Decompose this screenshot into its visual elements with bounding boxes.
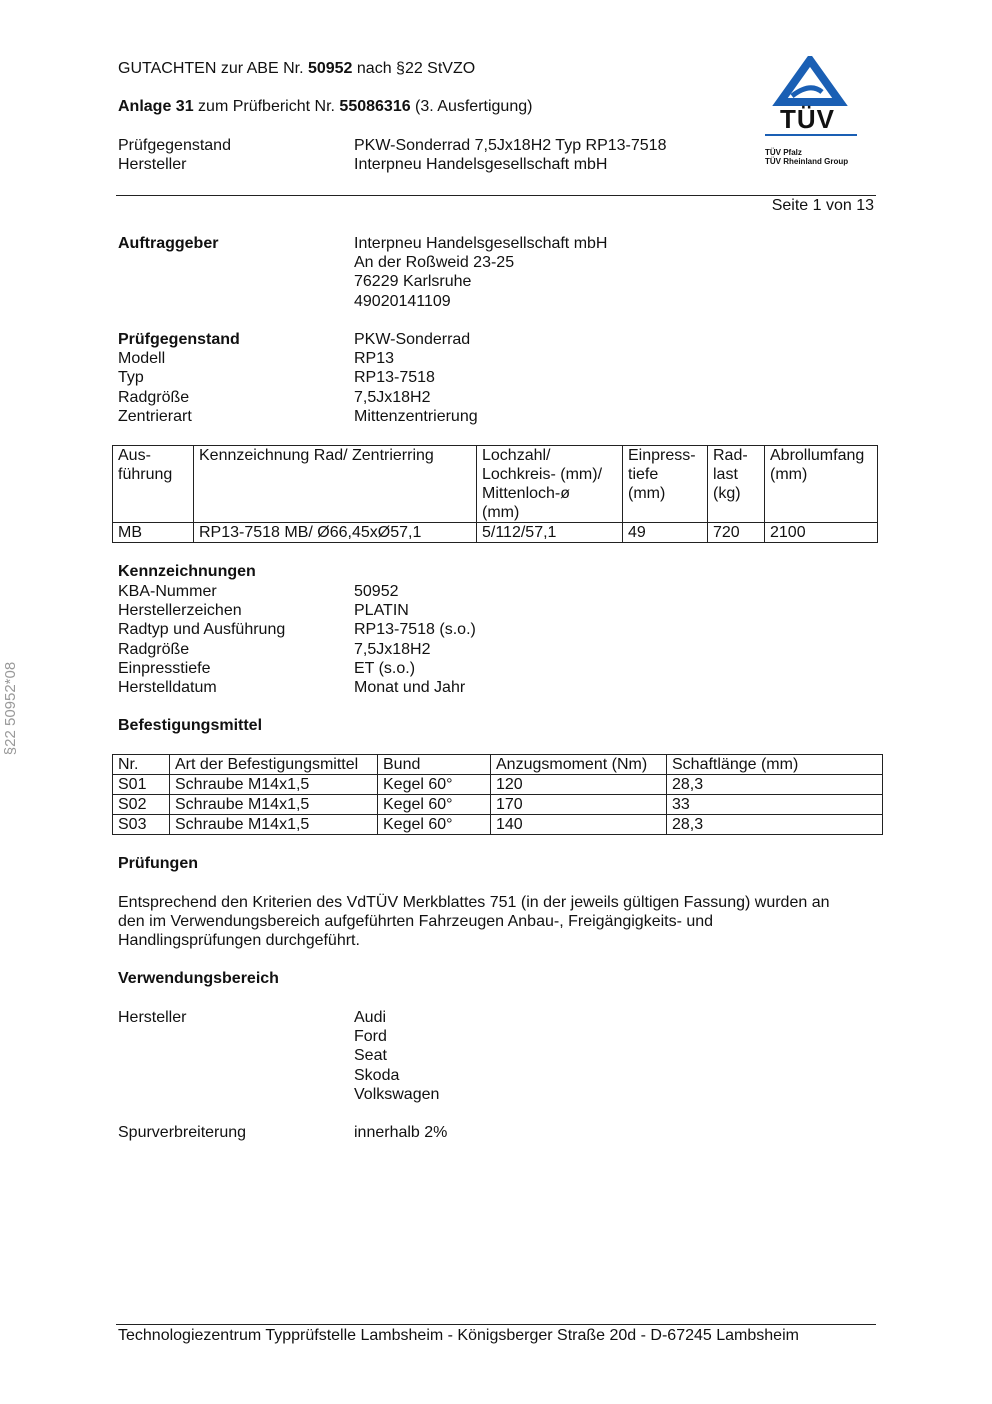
hersteller-list: Audi Ford Seat Skoda Volkswagen [354,1009,440,1103]
header-line-2: Anlage 31 zum Prüfbericht Nr. 55086316 (3. Ausfertigung) [118,98,533,115]
divider [116,195,876,196]
header-label: Prüfgegenstand [118,137,231,154]
kennz-values: 50952 PLATIN RP13-7518 (s.o.) 7,5Jx18H2 ET (s.o.) Monat und Jahr [354,583,476,697]
table-row: S01 Schraube M14x1,5 Kegel 60° 120 28,3 [113,775,883,795]
table-header-row: Aus- führung Kennzeichnung Rad/ Zentrierring Lochzahl/ Lochkreis- (mm)/ Mittenloch-ø (mm) Einpress- tiefe (mm) Rad- last (kg) Abrollumfang (mm) [113,446,878,523]
section-title: Prüfungen [118,855,198,872]
fastener-table [112,754,883,835]
spur-value: innerhalb 2% [354,1124,448,1141]
tuv-logo [760,56,860,176]
table-row: S03 Schraube M14x1,5 Kegel 60° 140 28,3 [113,815,883,835]
wheel-table [112,445,878,543]
section-title: Kennzeichnungen [118,563,256,580]
logo-divider [765,134,857,136]
table-row: S02 Schraube M14x1,5 Kegel 60° 170 33 [113,795,883,815]
side-note: §22 50952*08 [2,661,20,756]
footer-divider [116,1324,876,1325]
section-title: Befestigungsmittel [118,717,263,734]
header-line-1: GUTACHTEN zur ABE Nr. 50952 nach §22 StVZO [118,60,476,77]
logo-sub: TÜV Pfalz [765,148,802,157]
kennz-labels: KBA-Nummer Herstellerzeichen Radtyp und Ausführung Radgröße Einpresstiefe Herstelldatum [118,583,286,697]
section-label: Auftraggeber [118,235,219,252]
page-number: Seite 1 von 13 [771,197,874,214]
footer-text: Technologiezentrum Typprüfstelle Lambsheim - Königsberger Straße 20d - D-67245 Lambsheim [118,1327,799,1344]
header-label: Hersteller [118,156,187,173]
pruef-values: PKW-Sonderrad RP13 RP13-7518 7,5Jx18H2 Mittenzentrierung [354,331,478,425]
table-header-row: Nr. Art der Befestigungsmittel Bund Anzugsmoment (Nm) Schaftlänge (mm) [113,755,883,775]
table-row: MB RP13-7518 MB/ Ø66,45xØ57,1 5/112/57,1 49 720 2100 [113,523,878,543]
section-title: Verwendungsbereich [118,970,279,987]
spur-label: Spurverbreiterung [118,1124,247,1141]
auftraggeber-address: Interpneu Handelsgesellschaft mbH An der Roßweid 23-25 76229 Karlsruhe 49020141109 [354,235,608,310]
pruefungen-text: Entsprechend den Kriterien des VdTÜV Merkblattes 751 (in der jeweils gültigen Fassung) wurden an den im Verwendungsbereich aufgeführten Fahrzeugen Anbau-, Freigängigkeits- und Handlingsprüfungen durchgeführt. [118,894,830,950]
logo-text: TÜV [780,104,835,134]
logo-sub: TÜV Rheinland Group [765,157,849,166]
hersteller-label: Hersteller [118,1009,187,1026]
header-value: Interpneu Handelsgesellschaft mbH [354,156,608,173]
header-value: PKW-Sonderrad 7,5Jx18H2 Typ RP13-7518 [354,137,667,154]
pruef-labels: Prüfgegenstand Modell Typ Radgröße Zentrierart [118,331,240,425]
